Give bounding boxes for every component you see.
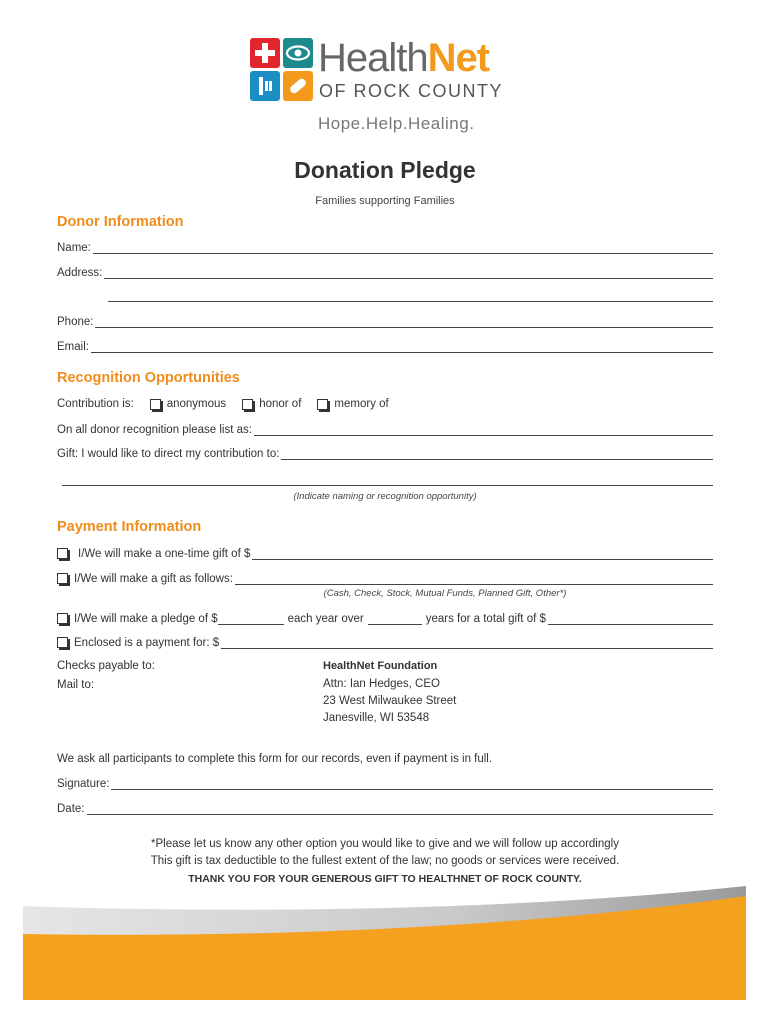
- name-label: Name:: [57, 242, 91, 254]
- pledge-label-c: years for a total gift of $: [425, 612, 546, 625]
- page-subtitle: Families supporting Families: [315, 195, 455, 207]
- footnote-2: This gift is tax deductible to the fullest extent of the law; no goods or services were received.: [150, 855, 620, 867]
- gift-direct-field-line2[interactable]: [62, 473, 713, 486]
- name-row: [57, 241, 713, 254]
- email-row: [57, 340, 713, 353]
- phone-label: Phone:: [57, 316, 94, 328]
- recognition-note: (Indicate naming or recognition opportunity): [293, 491, 477, 502]
- list-as-field[interactable]: [254, 423, 713, 436]
- logo-name-part2: Net: [427, 36, 490, 80]
- one-time-label: I/We will make a one-time gift of $: [78, 547, 251, 560]
- pledge-label-a: I/We will make a pledge of $: [74, 612, 218, 625]
- pledge-total-field[interactable]: [548, 612, 713, 625]
- one-time-row: [57, 547, 713, 560]
- phone-field[interactable]: [95, 315, 713, 328]
- date-field[interactable]: [87, 802, 714, 815]
- enclosed-row: [57, 636, 713, 649]
- toothbrush-icon: [250, 71, 280, 101]
- eye-icon: [283, 38, 313, 68]
- enclosed-checkbox[interactable]: [57, 637, 68, 648]
- payment-heading: Payment Information: [57, 519, 202, 535]
- contribution-label: Contribution is:: [57, 398, 134, 410]
- date-row: [57, 802, 713, 815]
- memory-checkbox[interactable]: [317, 399, 328, 410]
- foundation-name: HealthNet Foundation: [323, 660, 438, 672]
- memory-label: memory of: [334, 398, 389, 410]
- footnote-1: *Please let us know any other option you would like to give and we will follow up accordingly: [151, 838, 619, 850]
- anonymous-checkbox[interactable]: [150, 399, 161, 410]
- gift-direct-field[interactable]: [281, 447, 713, 460]
- email-field[interactable]: [91, 340, 713, 353]
- thank-you-text: THANK YOU FOR YOUR GENEROUS GIFT TO HEALTHNET OF ROCK COUNTY.: [188, 873, 582, 885]
- as-follows-field[interactable]: [235, 572, 713, 585]
- honor-checkbox[interactable]: [242, 399, 253, 410]
- pledge-row: [57, 612, 713, 625]
- gift-direct-row: [57, 447, 713, 460]
- date-label: Date:: [57, 803, 85, 815]
- signature-row: [57, 777, 713, 790]
- contribution-row: [57, 398, 713, 410]
- name-field[interactable]: [93, 241, 713, 254]
- enclosed-label: Enclosed is a payment for: $: [74, 636, 220, 649]
- list-as-label: On all donor recognition please list as:: [57, 424, 252, 436]
- logo-tiles: [250, 38, 314, 102]
- tagline: Hope.Help.Healing.: [318, 114, 475, 133]
- address-field[interactable]: [104, 266, 713, 279]
- pledge-amount-field[interactable]: [218, 612, 284, 625]
- recognition-heading: Recognition Opportunities: [57, 370, 240, 386]
- logo-subname: OF ROCK COUNTY: [319, 81, 504, 101]
- enclosed-field[interactable]: [221, 636, 713, 649]
- mail-label: Mail to:: [57, 679, 95, 691]
- signature-field[interactable]: [111, 777, 713, 790]
- plus-icon: [250, 38, 280, 68]
- address-field-line2[interactable]: [108, 289, 713, 302]
- pill-icon: [283, 71, 313, 101]
- street-line: 23 West Milwaukee Street: [323, 695, 457, 707]
- one-time-amount-field[interactable]: [252, 547, 713, 560]
- healthnet-logo: [250, 38, 530, 108]
- as-follows-checkbox[interactable]: [57, 573, 68, 584]
- attn-line: Attn: Ian Hedges, CEO: [323, 678, 440, 690]
- phone-row: [57, 315, 713, 328]
- anonymous-label: anonymous: [166, 398, 227, 410]
- pledge-years-field[interactable]: [368, 612, 422, 625]
- one-time-checkbox[interactable]: [57, 548, 68, 559]
- instruction-text: We ask all participants to complete this form for our records, even if payment is in full.: [57, 753, 493, 765]
- address-row: [57, 266, 713, 279]
- checks-label: Checks payable to:: [57, 660, 155, 672]
- honor-label: honor of: [259, 398, 302, 410]
- gift-direct-label: Gift: I would like to direct my contribution to:: [57, 448, 280, 460]
- footer-swoosh: [0, 880, 770, 1024]
- pledge-checkbox[interactable]: [57, 613, 68, 624]
- logo-name-part1: Health: [318, 36, 428, 80]
- as-follows-row: [57, 572, 713, 585]
- as-follows-note: (Cash, Check, Stock, Mutual Funds, Planned Gift, Other*): [323, 588, 567, 599]
- pledge-label-b: each year over: [287, 612, 364, 625]
- city-line: Janesville, WI 53548: [323, 712, 430, 724]
- logo-wordmark: [318, 36, 489, 81]
- address-label: Address:: [57, 267, 103, 279]
- email-label: Email:: [57, 341, 89, 353]
- donor-heading: Donor Information: [57, 214, 184, 230]
- as-follows-label: I/We will make a gift as follows:: [74, 572, 233, 585]
- page-title: Donation Pledge: [294, 157, 476, 183]
- signature-label: Signature:: [57, 778, 110, 790]
- list-as-row: [57, 423, 713, 436]
